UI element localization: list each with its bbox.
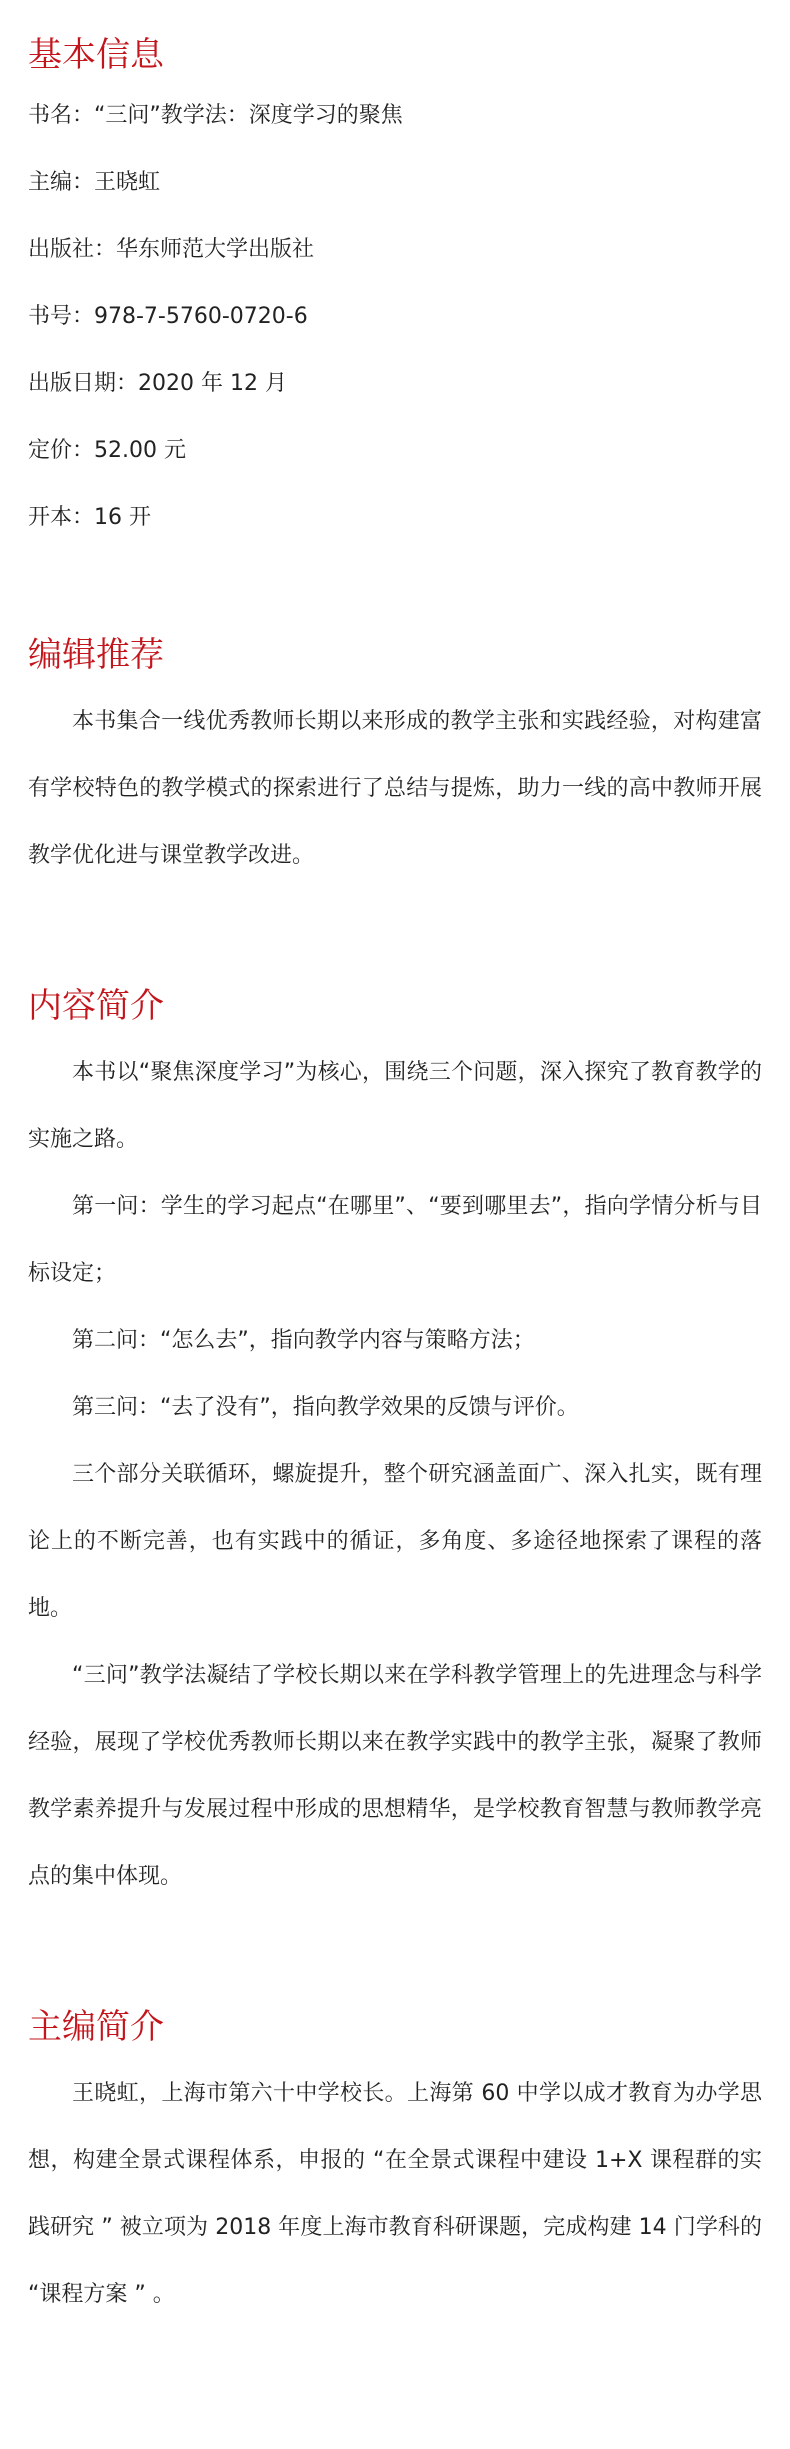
isbn-line: 书号：978-7-5760-0720-6	[28, 304, 308, 329]
author-intro-paragraph: 王晓虹，上海市第六十中学校长。上海第 60 中学以成才教育为办学思想，构建全景式课程体系，申报的 “在全景式课程中建设 1+X 课程群的实践研究 ” 被立项为 2018 年度上海市教育科研课题，完成构建 14 门学科的 “课程方案 ” 。	[28, 2081, 762, 2307]
content-intro-paragraph: 第三问：“去了没有”，指向教学效果的反馈与评价。	[72, 1395, 579, 1420]
price-line: 定价：52.00 元	[28, 438, 186, 463]
basic-info-section	[28, 30, 762, 538]
format-line: 开本：16 开	[28, 505, 151, 530]
basic-info-list	[28, 96, 762, 538]
author-intro-section	[28, 2002, 762, 2328]
content-intro-paragraph: 第一问：学生的学习起点“在哪里”、“要到哪里去”，指向学情分析与目标设定；	[28, 1194, 762, 1286]
basic-info-heading: 基本信息	[28, 35, 164, 75]
content-intro-paragraph: 第二问：“怎么去”，指向教学内容与策略方法；	[72, 1328, 535, 1353]
editor-recommend-paragraph: 本书集合一线优秀教师长期以来形成的教学主张和实践经验，对构建富有学校特色的教学模式的探索进行了总结与提炼，助力一线的高中教师开展教学优化进与课堂教学改进。	[28, 709, 762, 868]
content-intro-paragraph: 本书以“聚焦深度学习”为核心，围绕三个问题，深入探究了教育教学的实施之路。	[28, 1060, 762, 1152]
editor-recommend-heading: 编辑推荐	[28, 635, 164, 675]
content-intro-section	[28, 981, 762, 1910]
content-intro-paragraph: “三问”教学法凝结了学校长期以来在学科教学管理上的先进理念与科学经验，展现了学校优秀教师长期以来在教学实践中的教学主张，凝聚了教师教学素养提升与发展过程中形成的思想精华，是学校教育智慧与教师教学亮点的集中体现。	[28, 1663, 762, 1889]
publisher-line: 出版社：华东师范大学出版社	[28, 237, 315, 262]
book-title-line: 书名：“三问”教学法：深度学习的聚焦	[28, 103, 403, 128]
publish-date-line: 出版日期：2020 年 12 月	[28, 371, 287, 396]
editor-recommend-section	[28, 630, 762, 889]
content-intro-heading: 内容简介	[28, 986, 164, 1026]
content-intro-paragraph: 三个部分关联循环，螺旋提升，整个研究涵盖面广、深入扎实，既有理论上的不断完善，也有实践中的循证，多角度、多途径地探索了课程的落地。	[28, 1462, 762, 1621]
editor-line: 主编：王晓虹	[28, 170, 161, 195]
author-intro-heading: 主编简介	[28, 2007, 164, 2047]
